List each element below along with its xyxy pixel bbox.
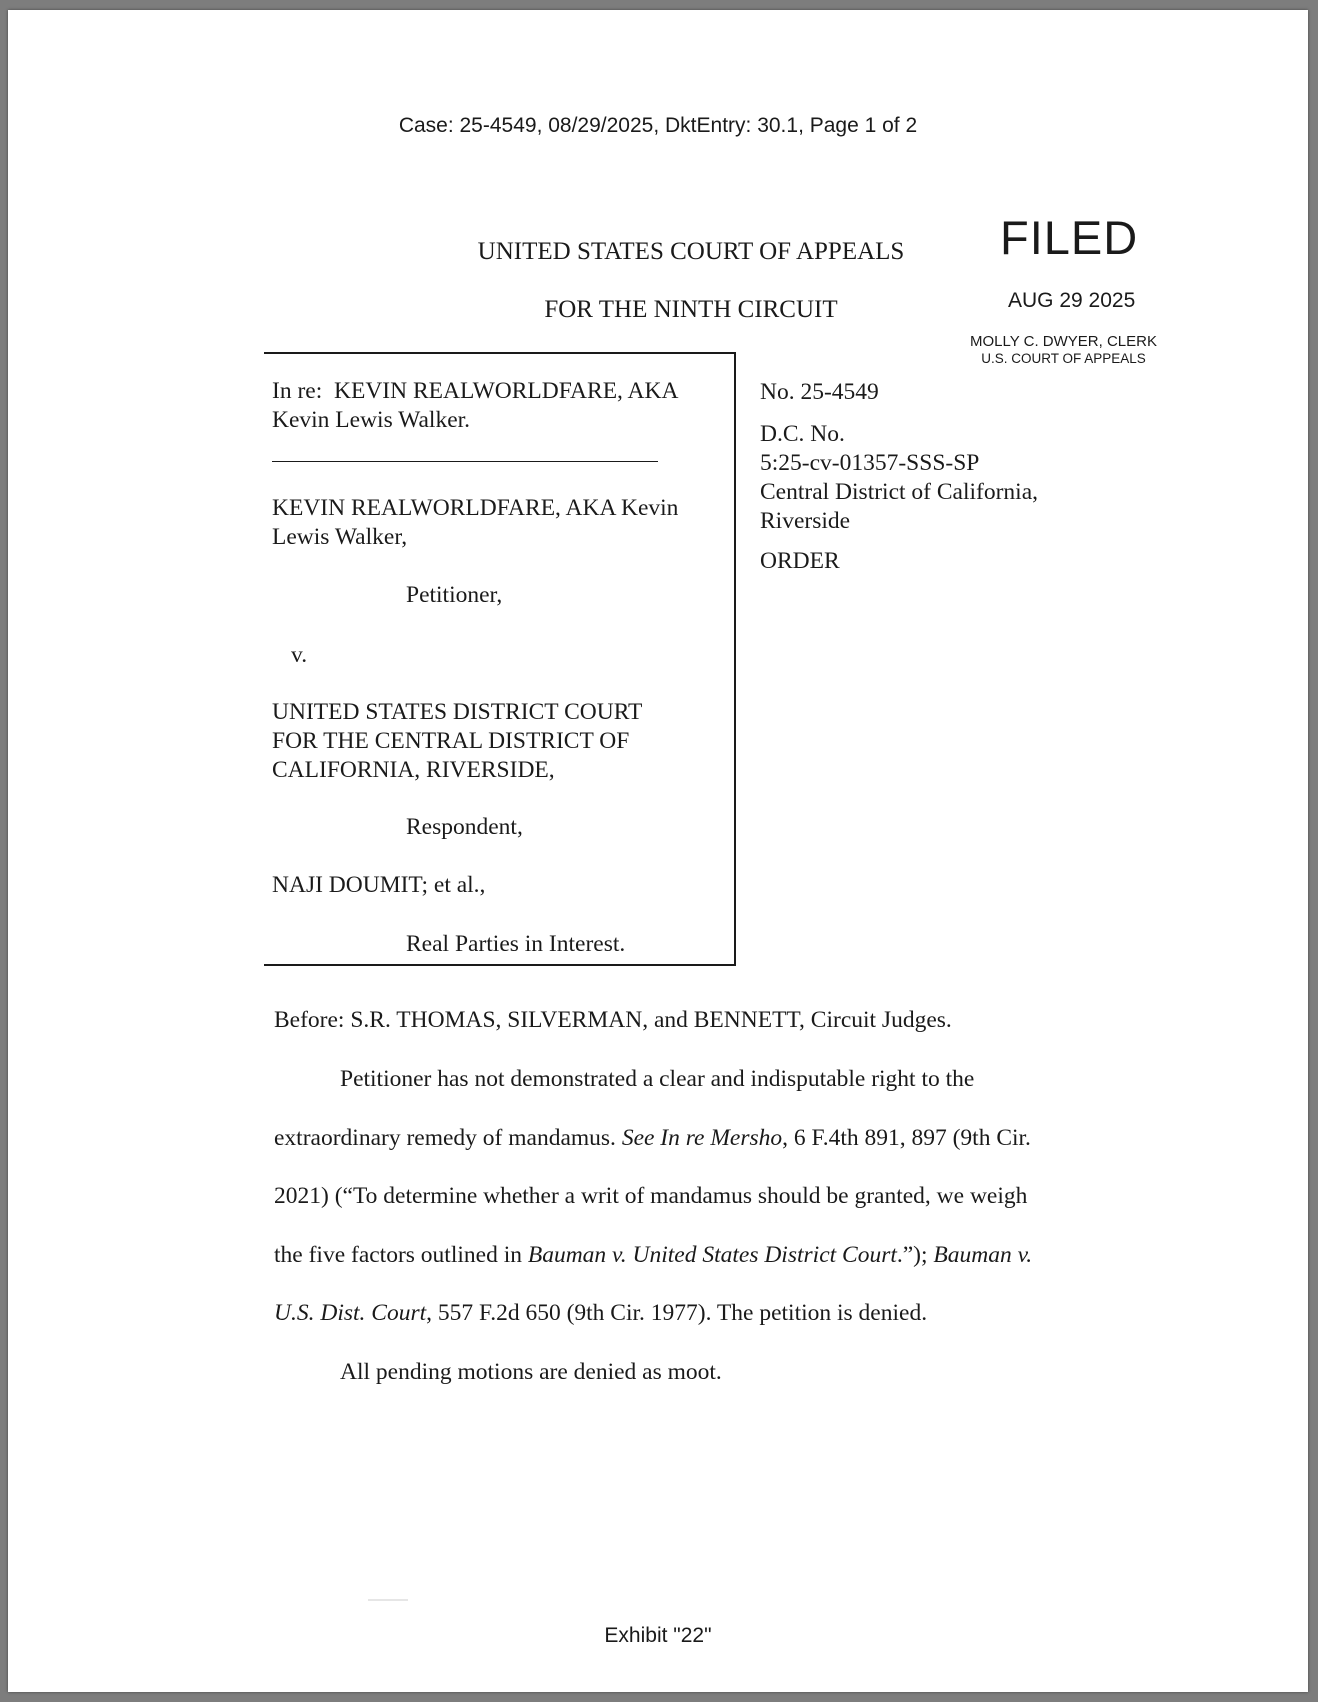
caption-respondent-name	[272, 698, 732, 785]
order-line	[274, 1124, 1134, 1153]
caption-petitioner-name	[272, 494, 732, 552]
district: Central District of California,	[760, 479, 1039, 505]
clerk-office: U.S. COURT OF APPEALS	[981, 351, 1146, 366]
order-paragraph: Petitioner has not demonstrated a clear and indisputable right to the	[340, 1066, 975, 1092]
order-line	[274, 1241, 1134, 1270]
order-line: 2021) (“To determine whether a writ of mandamus should be granted, we weigh	[274, 1183, 1028, 1209]
in-re-name: KEVIN REALWORLDFARE, AKA	[334, 378, 679, 404]
court-title: UNITED STATES COURT OF APPEALS	[477, 238, 905, 265]
text-run: , 557 F.2d 650 (9th Cir. 1977). The petition is denied.	[426, 1300, 928, 1326]
versus: v.	[291, 642, 308, 668]
text-run: .”);	[896, 1242, 934, 1268]
text-run: , 6 F.4th 891, 897 (9th Cir.	[782, 1125, 1031, 1151]
text-run: the five factors outlined in	[274, 1242, 528, 1268]
order-paragraph: All pending motions are denied as moot.	[340, 1359, 722, 1385]
in-re-label: In re:	[272, 378, 323, 404]
filed-stamp-word: FILED	[1000, 211, 1139, 264]
court-subtitle: FOR THE NINTH CIRCUIT	[544, 296, 838, 323]
case-citation: Bauman v.	[933, 1242, 1033, 1268]
document-page	[8, 10, 1308, 1692]
petitioner-role: Petitioner,	[406, 582, 503, 608]
exhibit-label: Exhibit "22"	[604, 1624, 712, 1647]
division: Riverside	[760, 508, 851, 534]
dc-number: 5:25-cv-01357-SSS-SP	[760, 450, 980, 476]
dc-label: D.C. No.	[760, 421, 845, 447]
filed-stamp-date: AUG 29 2025	[1008, 289, 1136, 312]
petitioner-name-line: Lewis Walker,	[272, 524, 408, 550]
case-citation: U.S. Dist. Court	[274, 1300, 427, 1326]
case-header: Case: 25-4549, 08/29/2025, DktEntry: 30.1, Page 1 of 2	[398, 114, 918, 137]
document-type: ORDER	[760, 548, 840, 574]
respondent-name-line: CALIFORNIA, RIVERSIDE,	[272, 757, 555, 783]
case-citation: Bauman v. United States District Court	[527, 1242, 897, 1268]
in-re-name-cont: Kevin Lewis Walker.	[272, 407, 471, 433]
respondent-name-line: UNITED STATES DISTRICT COURT	[272, 699, 643, 725]
case-citation: See In re Mersho	[621, 1125, 783, 1151]
panel-line: Before: S.R. THOMAS, SILVERMAN, and BENNETT, Circuit Judges.	[274, 1007, 952, 1033]
respondent-role: Respondent,	[406, 814, 523, 840]
scan-artifact	[368, 1599, 408, 1601]
text-run: extraordinary remedy of mandamus.	[274, 1125, 622, 1151]
real-party-name: NAJI DOUMIT; et al.,	[272, 872, 486, 898]
filed-stamp-clerk	[970, 333, 1157, 367]
petitioner-name-line: KEVIN REALWORLDFARE, AKA Kevin	[272, 495, 679, 521]
real-party-role: Real Parties in Interest.	[406, 931, 626, 957]
case-number: No. 25-4549	[760, 379, 879, 405]
respondent-name-line: FOR THE CENTRAL DISTRICT OF	[272, 728, 630, 754]
caption-in-re	[272, 377, 732, 435]
caption-divider	[272, 461, 658, 462]
order-line	[274, 1299, 1134, 1328]
clerk-name: MOLLY C. DWYER, CLERK	[970, 333, 1157, 350]
